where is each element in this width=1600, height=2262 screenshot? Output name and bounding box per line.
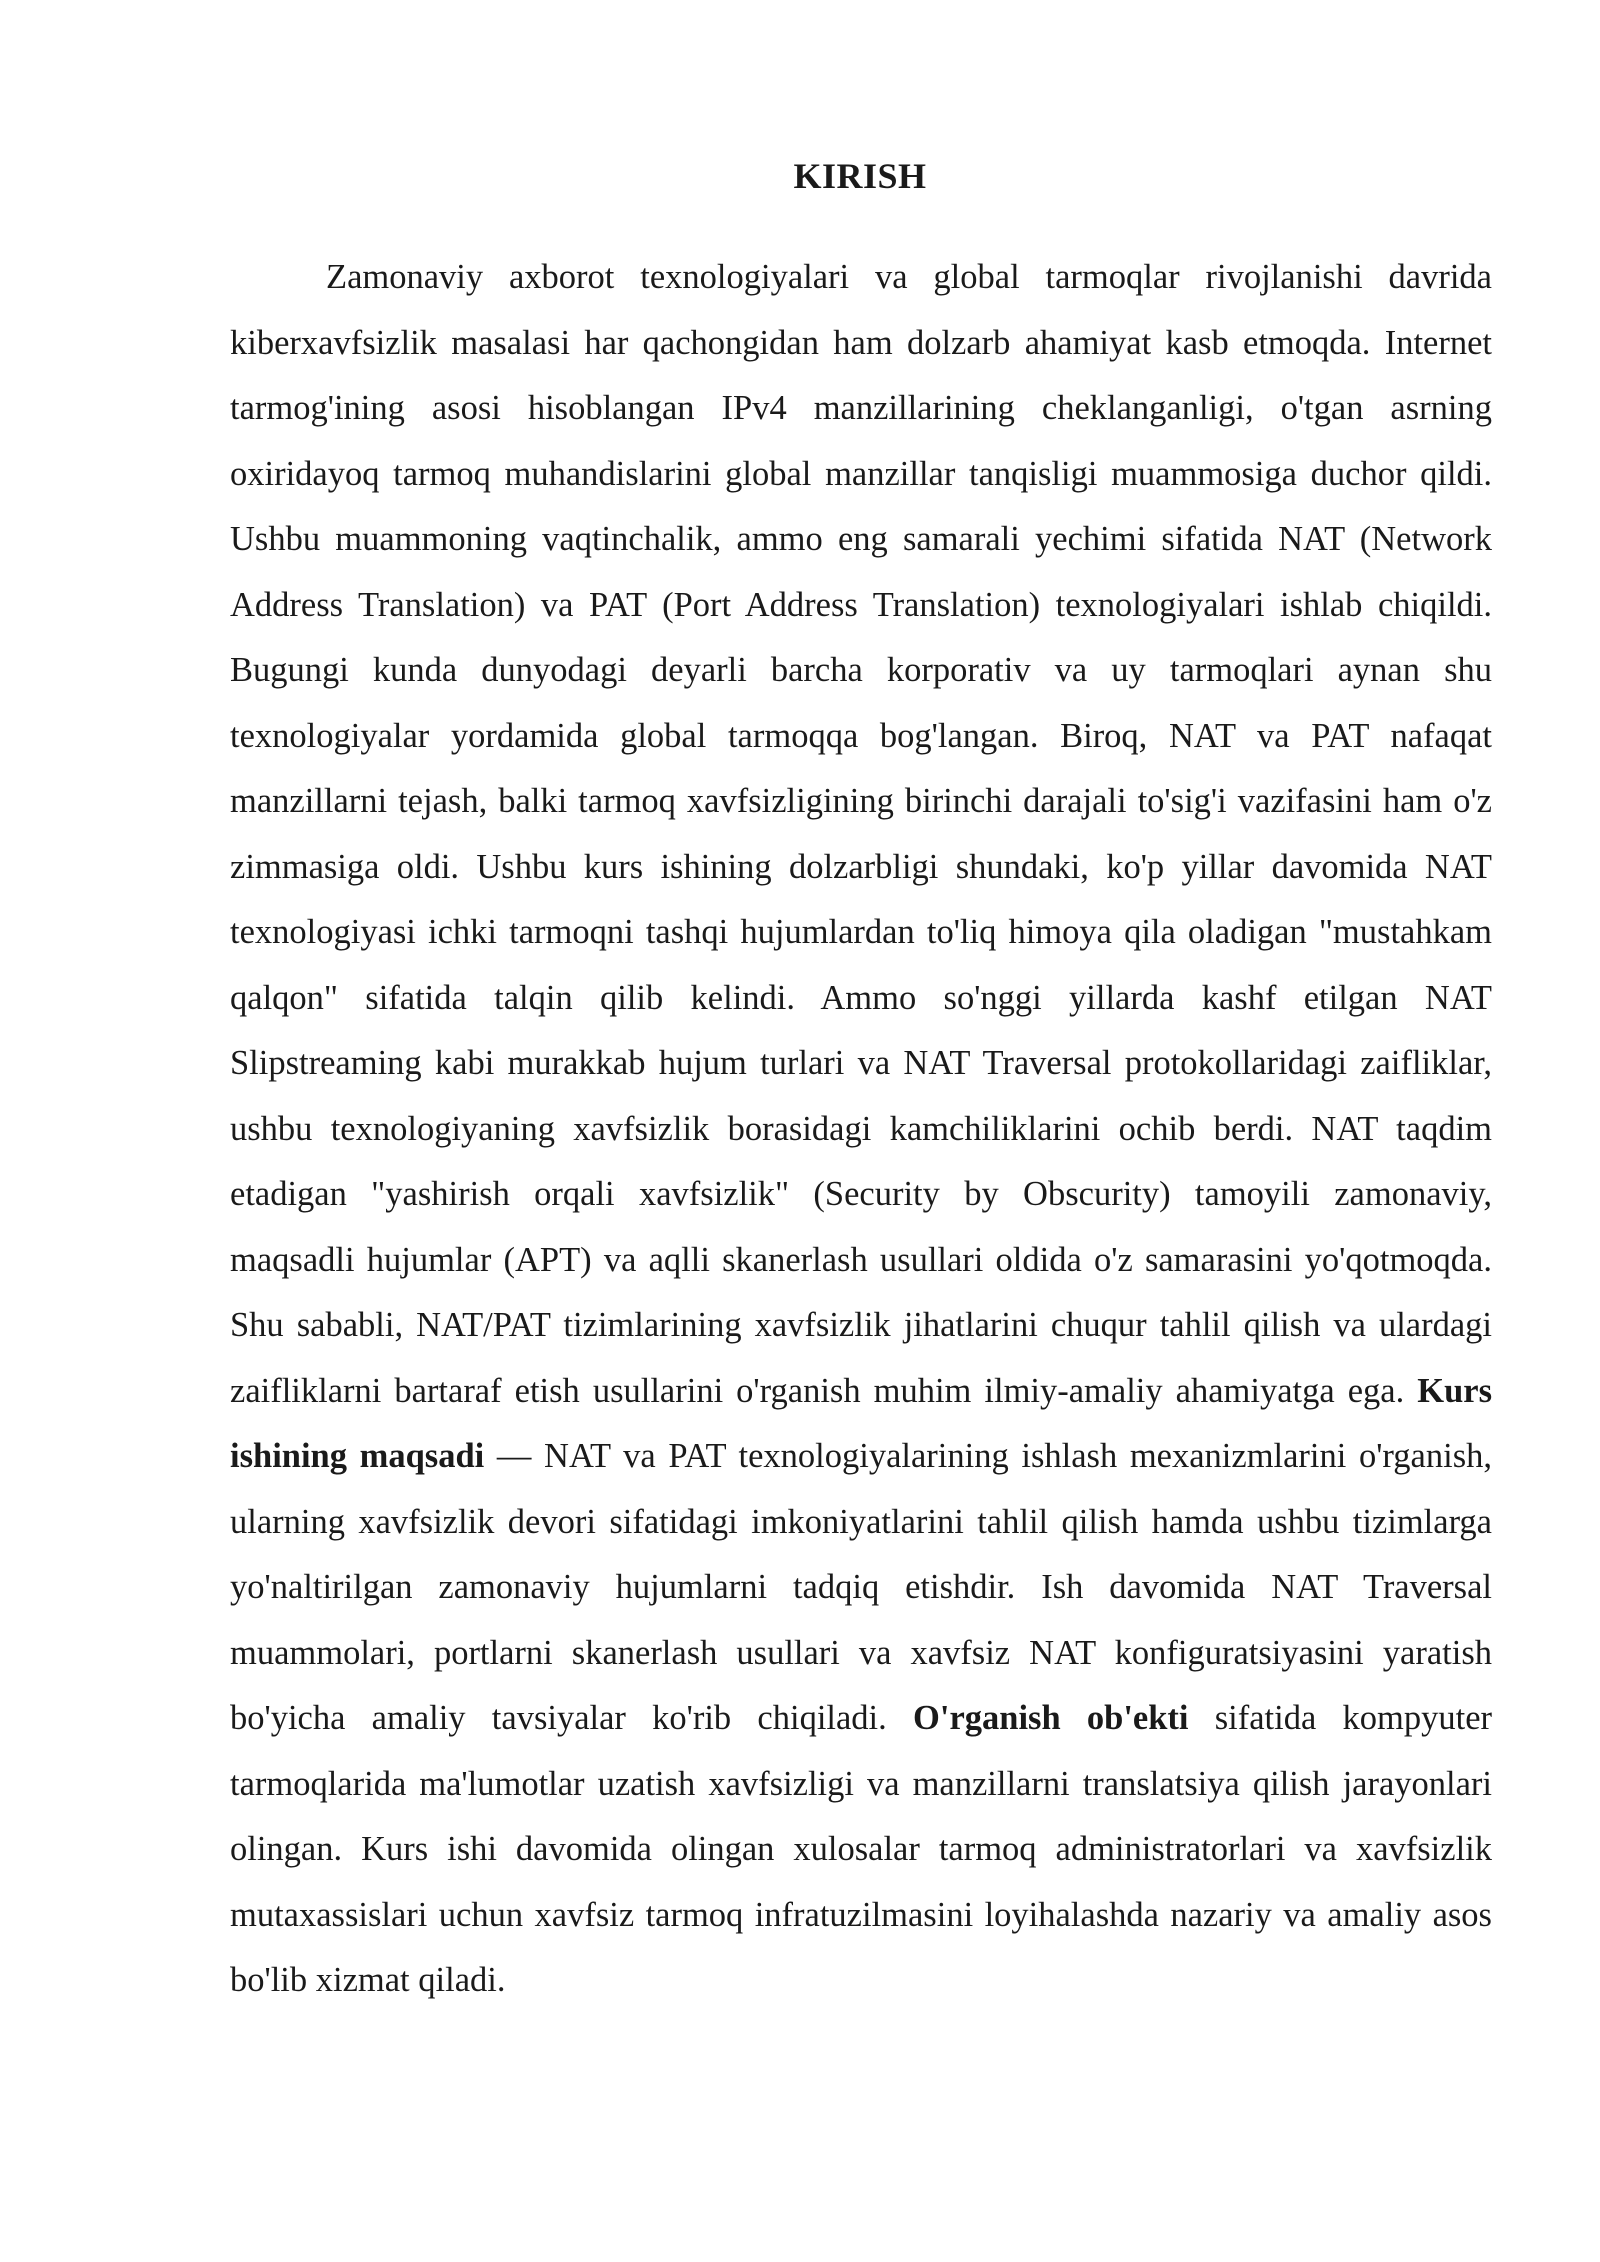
object-text: sifatida kompyuter tarmoqlarida ma'lumotlar uzatish xavfsizligi va manzillarni translatsiya qilish jarayonlari olingan. Kurs ishi davomida olingan xulosalar tarmoq administratorlari va xavfsizlik mutaxassislari uchun xavfsiz tarmoq infratuzilmasini loyihalashda nazariy va amaliy asos bo'lib xizmat qiladi. <box>230 1699 1493 1999</box>
body-paragraph <box>230 245 1492 2014</box>
goal-label: Kurs ishining maqsadi <box>230 1371 1492 1475</box>
goal-text: — NAT va PAT texnologiyalarining ishlash mexanizmlarini o'rganish, ularning xavfsizlik devori sifatidagi imkoniyatlarini tahlil qilish hamda ushbu tizimlarga yo'naltirilgan zamonaviy hujumlarni tadqiq etishdir. Ish davomida NAT Traversal muammolari, portlarni skanerlash usullari va xavfsiz NAT konfiguratsiyasini yaratish bo'yicha amaliy tavsiyalar ko'rib chiqiladi. <box>230 1437 1492 1737</box>
object-label: O'rganish ob'ekti <box>913 1699 1189 1737</box>
page-title: KIRISH <box>793 156 927 196</box>
intro-text: Zamonaviy axborot texnologiyalari va global tarmoqlar rivojlanishi davrida kiberxavfsizlik masalasi har qachongidan ham dolzarb ahamiyat kasb etmoqda. Internet tarmog'ining asosi hisoblangan IPv4 manzillarining cheklanganligi, o'tgan asrning oxiridayoq tarmoq muhandislarini global manzillar tanqisligi muammosiga duchor qildi. Ushbu muammoning vaqtinchalik, ammo eng samarali yechimi sifatida NAT (Network Address Translation) va PAT (Port Address Translation) texnologiyalari ishlab chiqildi. Bugungi kunda dunyodagi deyarli barcha korporativ va uy tarmoqlari aynan shu texnologiyalar yordamida global tarmoqqa bog'langan. Biroq, NAT va PAT nafaqat manzillarni tejash, balki tarmoq xavfsizligining birinchi darajali to'sig'i vazifasini ham o'z zimmasiga oldi. Ushbu kurs ishining dolzarbligi shundaki, ko'p yillar davomida NAT texnologiyasi ichki tarmoqni tashqi hujumlardan to'liq himoya qila oladigan "mustahkam qalqon" sifatida talqin qilib kelindi. Ammo so'nggi yillarda kashf etilgan NAT Slipstreaming kabi murakkab hujum turlari va NAT Traversal protokollaridagi zaifliklar, ushbu texnologiyaning xavfsizlik borasidagi kamchiliklarini ochib berdi. NAT taqdim etadigan "yashirish orqali xavfsizlik" (Security by Obscurity) tamoyili zamonaviy, maqsadli hujumlar (APT) va aqlli skanerlash usullari oldida o'z samarasini yo'qotmoqda. Shu sababli, NAT/PAT tizimlarining xavfsizlik jihatlarini chuqur tahlil qilish va ulardagi zaifliklarni bartaraf etish usullarini o'rganish muhim ilmiy-amaliy ahamiyatga ega. <box>230 258 1492 1410</box>
